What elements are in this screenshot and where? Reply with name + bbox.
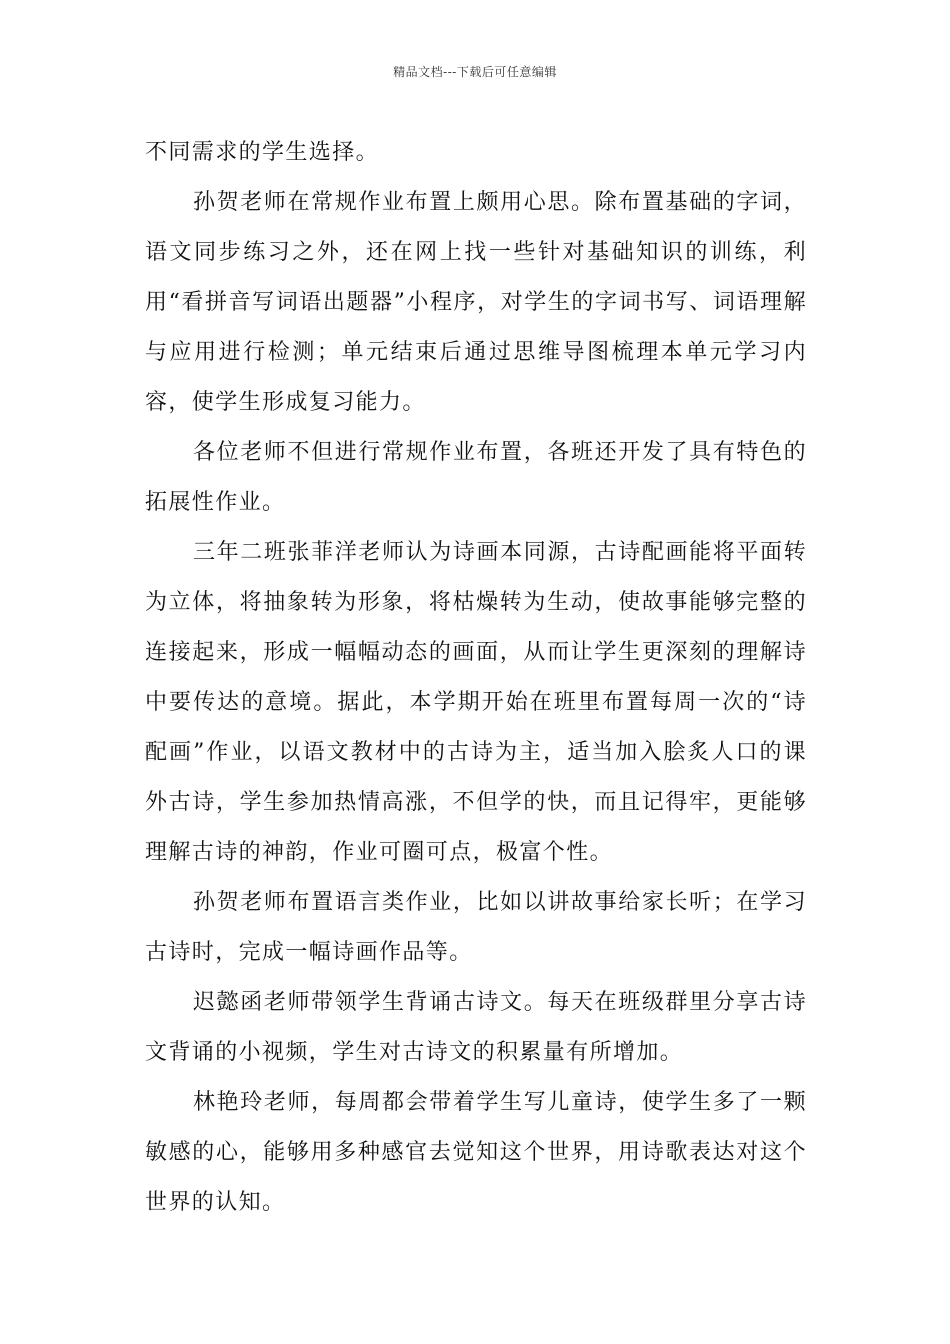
paragraph-poem-painting: 三年二班张菲洋老师认为诗画本同源，古诗配画能将平面转为立体，将抽象转为形象，将枯燥转为生动，使故事能够完整的连接起来，形成一幅幅动态的画面，从而让学生更深刻的理解诗中要传达的意境。据此，本学期开始在班里布置每周一次的“诗配画”作业，以语文教材中的古诗为主，适当加入脍炙人口的课外古诗，学生参加热情高涨，不但学的快，而且记得牢，更能够理解古诗的神韵，作业可圈可点，极富个性。 xyxy=(145,540,807,865)
paragraph-continuation: 不同需求的学生选择。 xyxy=(145,140,380,165)
paragraph-language-homework: 孙贺老师布置语言类作业，比如以讲故事给家长听；在学习古诗时，完成一幅诗画作品等。 xyxy=(145,890,807,965)
page-header: 精品文档---下载后可任意编辑 xyxy=(393,65,557,79)
paragraph-children-poetry: 林艳玲老师，每周都会带着学生写儿童诗，使学生多了一颗敏感的心，能够用多种感官去觉知这个世界，用诗歌表达对这个世界的认知。 xyxy=(145,1090,807,1215)
document-body xyxy=(145,128,807,1228)
paragraph-poem-recitation: 迟懿函老师带领学生背诵古诗文。每天在班级群里分享古诗文背诵的小视频，学生对古诗文的积累量有所增加。 xyxy=(145,990,807,1065)
paragraph-extended-homework: 各位老师不但进行常规作业布置，各班还开发了具有特色的拓展性作业。 xyxy=(145,440,807,515)
paragraph-sun-he-homework: 孙贺老师在常规作业布置上颇用心思。除布置基础的字词，语文同步练习之外，还在网上找一些针对基础知识的训练，利用“看拼音写词语出题器”小程序，对学生的字词书写、词语理解与应用进行检测；单元结束后通过思维导图梳理本单元学习内容，使学生形成复习能力。 xyxy=(145,190,807,415)
